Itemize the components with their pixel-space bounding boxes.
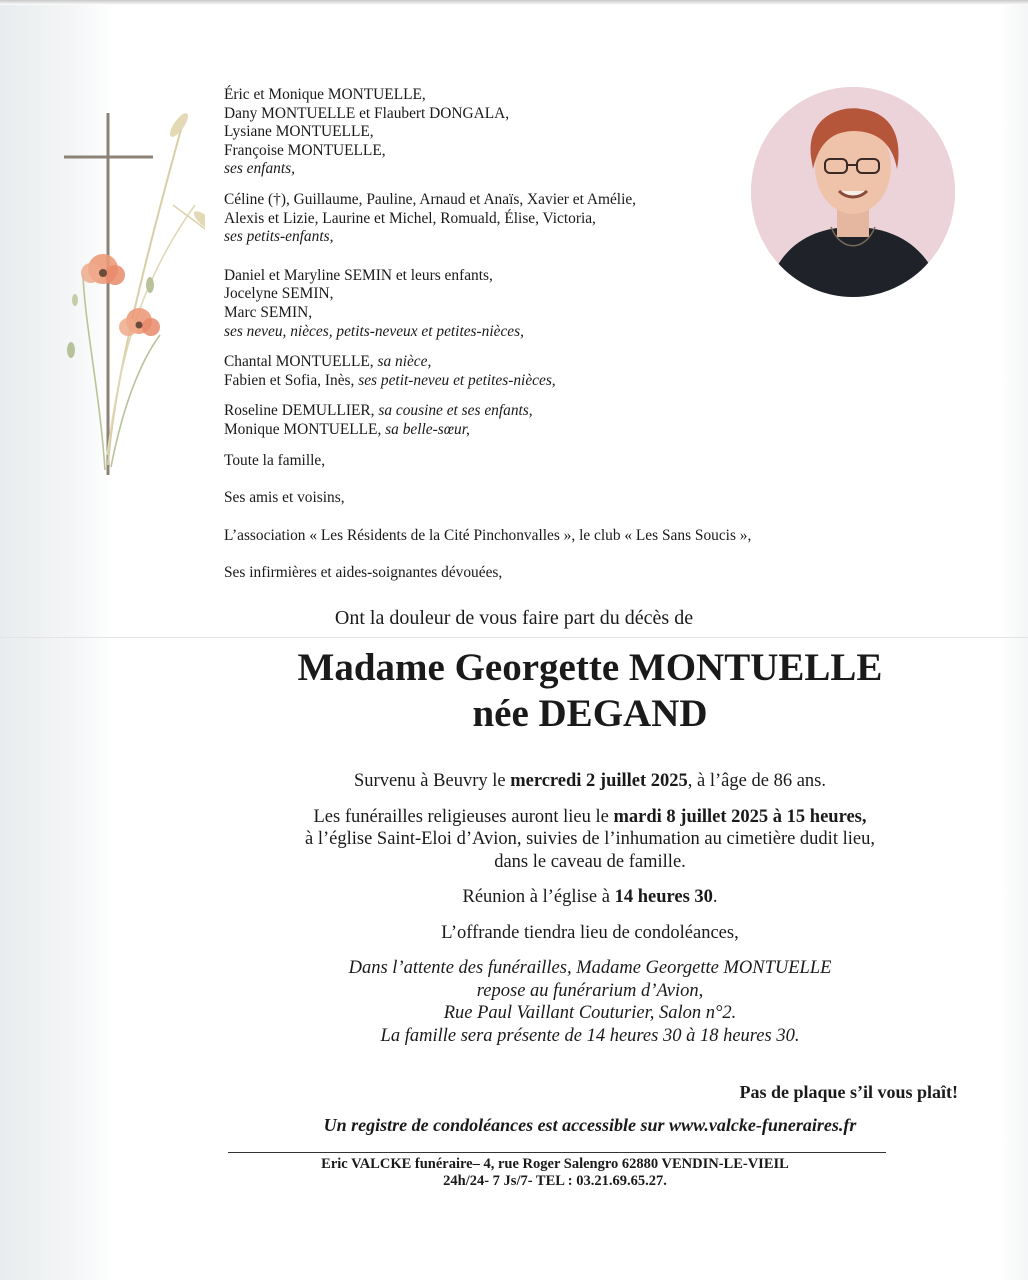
text-segment: Survenu à Beuvry le: [354, 771, 511, 791]
nephews-group: [224, 267, 844, 341]
family-role: sa belle-sœur,: [385, 420, 470, 438]
family-line: Dany MONTUELLE et Flaubert DONGALA,: [224, 104, 510, 122]
family-role: ses petits-enfants,: [224, 228, 334, 246]
grandchildren-group: [224, 191, 844, 247]
deceased-name: Madame Georgette MONTUELLE: [297, 646, 883, 689]
association-line-wrap: [224, 527, 844, 546]
family-line: Ses amis et voisins,: [224, 489, 345, 507]
family-line: Jocelyne SEMIN,: [224, 285, 334, 303]
meeting-line: [200, 886, 980, 909]
funeral-details: [200, 770, 980, 1060]
text-segment: dans le caveau de famille.: [494, 851, 686, 872]
friends-line-wrap: [224, 489, 844, 508]
poppy-flower-icon: [119, 308, 160, 336]
offering-line: L’offrande tiendra lieu de condoléances,: [441, 922, 739, 943]
family-role: ses neveu, nièces, petits-neveux et petites-nièces,: [224, 322, 524, 340]
deceased-maiden-name: née DEGAND: [472, 692, 708, 735]
family-line: L’association « Les Résidents de la Cité Pinchonvalles », le club « Les Sans Soucis »,: [224, 526, 752, 544]
family-line: [224, 372, 844, 391]
family-line: Alexis et Lizie, Laurine et Michel, Romuald, Élise, Victoria,: [224, 209, 596, 227]
text-segment: repose au funérarium d’Avion,: [476, 980, 704, 1001]
footer-divider: [228, 1152, 886, 1153]
text-segment: .: [712, 887, 718, 907]
niece-group: [224, 353, 844, 390]
deceased-name-block: [170, 645, 1010, 737]
paper-fold-line: [0, 637, 1028, 638]
text-segment: à l’église Saint-Eloi d’Avion, suivies de l’inhumation au cimetière dudit lieu,: [305, 829, 875, 849]
condolence-register-link[interactable]: Un registre de condoléances est accessible sur www.valcke-funeraires.fr: [323, 1115, 857, 1135]
text-segment: Les funérailles religieuses auront lieu le: [313, 806, 614, 827]
announcement-intro: Ont la douleur de vous faire part du décès de: [334, 607, 694, 629]
family-line: Toute la famille,: [224, 451, 326, 469]
footer-address: Eric VALCKE funéraire– 4, rue Roger Salengro 62880 VENDIN-LE-VIEIL: [321, 1156, 789, 1172]
family-name: Chantal MONTUELLE,: [224, 353, 374, 371]
footer-phone: 24h/24- 7 Js/7- TEL : 03.21.69.65.27.: [443, 1173, 667, 1189]
family-extra: [224, 452, 844, 471]
family-line: [224, 402, 844, 421]
family-name: Fabien et Sofia, Inès,: [224, 371, 355, 389]
cross-poppies-illustration: [55, 95, 205, 495]
family-line: [224, 421, 844, 440]
family-line: Lysiane MONTUELLE,: [224, 123, 374, 141]
text-segment: Dans l’attente des funérailles, Madame Georgette MONTUELLE: [348, 958, 832, 978]
text-segment: , à l’âge de 86 ans.: [687, 771, 826, 791]
family-name: Roseline DEMULLIER,: [224, 402, 375, 420]
text-segment: La famille sera présente de 14 heures 30 à 18 heures 30.: [380, 1025, 800, 1046]
scan-top-edge: [0, 0, 1028, 5]
family-name: Monique MONTUELLE,: [224, 420, 382, 438]
no-plaque-notice: Pas de plaque s’il vous plaît!: [739, 1082, 958, 1102]
family-line: Daniel et Maryline SEMIN et leurs enfants,: [224, 266, 493, 284]
children-group: [224, 86, 844, 179]
death-line: [200, 770, 980, 793]
family-line: Céline (†), Guillaume, Pauline, Arnaud et Anaïs, Xavier et Amélie,: [224, 190, 637, 208]
family-list: [224, 86, 844, 583]
family-line: Marc SEMIN,: [224, 303, 313, 321]
funeral-line: [200, 806, 980, 874]
family-role: sa cousine et ses enfants,: [378, 402, 533, 420]
nurses-line-wrap: [224, 564, 844, 583]
funeral-home-footer: [200, 1156, 910, 1190]
funeral-date: mardi 8 juillet 2025 à 15 heures,: [613, 806, 867, 827]
family-role: ses enfants,: [224, 160, 295, 178]
family-role: ses petit-neveu et petites-nièces,: [358, 371, 556, 389]
cousin-group: [224, 402, 844, 439]
death-date: mercredi 2 juillet 2025: [510, 771, 688, 791]
family-line: [224, 353, 844, 372]
family-line: Françoise MONTUELLE,: [224, 141, 386, 159]
family-role: sa nièce,: [377, 353, 432, 371]
meeting-time: 14 heures 30: [614, 887, 713, 907]
family-line: Éric et Monique MONTUELLE,: [224, 86, 426, 103]
family-line: Ses infirmières et aides-soignantes dévouées,: [224, 564, 503, 582]
funeral-home-info: [200, 957, 980, 1047]
text-segment: Rue Paul Vaillant Couturier, Salon n°2.: [443, 1003, 737, 1023]
poppy-flower-icon: [81, 254, 125, 285]
text-segment: Réunion à l’église à: [462, 887, 615, 907]
